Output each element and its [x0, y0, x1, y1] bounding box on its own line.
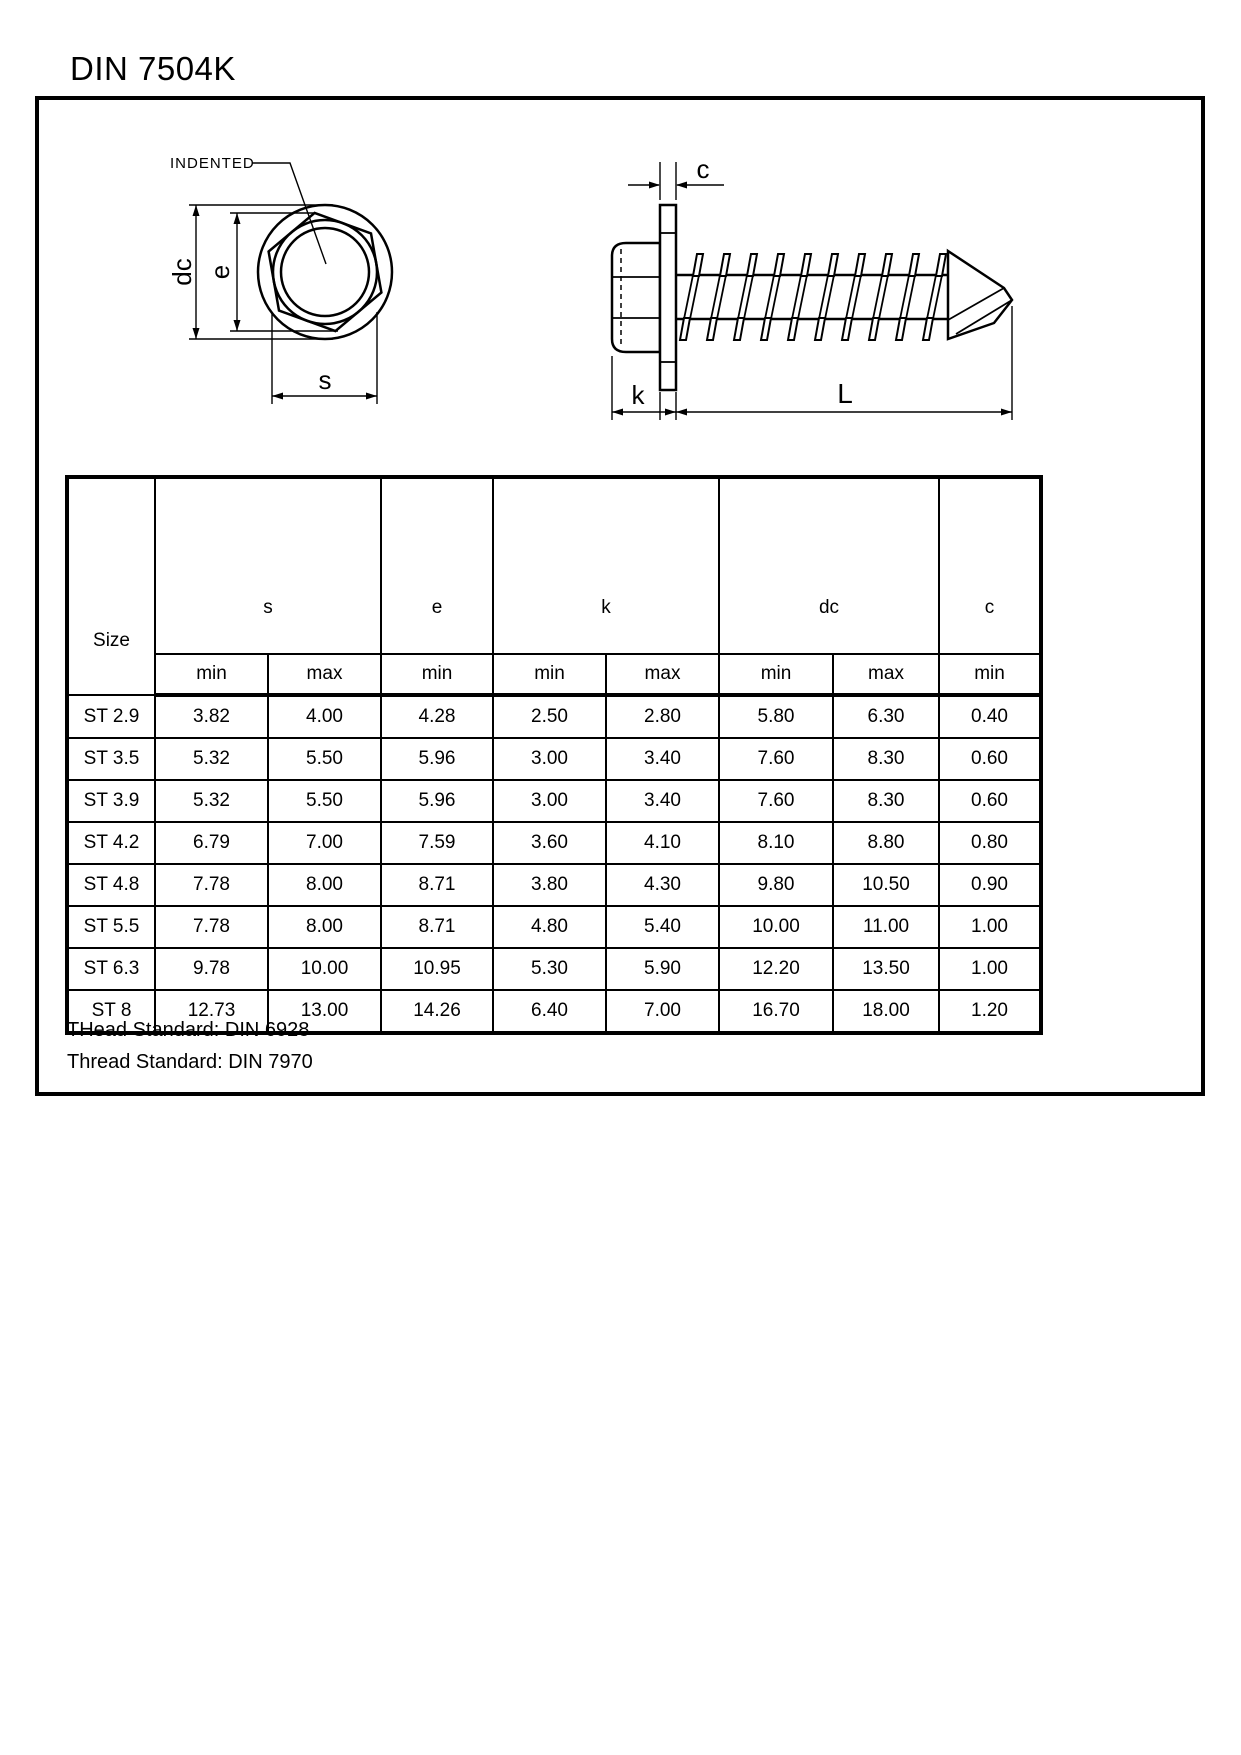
table-group-header-row: [67, 477, 1041, 654]
table-subheader-row: [67, 654, 1041, 695]
value-cell: 8.00: [268, 906, 381, 948]
value-cell: 5.32: [155, 738, 268, 780]
c-dimension: [628, 154, 724, 200]
value-cell: 5.80: [719, 695, 833, 738]
value-cell: 1.00: [939, 906, 1041, 948]
col-header-k: k: [493, 477, 719, 654]
subheader-cell: min: [155, 654, 268, 695]
value-cell: 1.20: [939, 990, 1041, 1033]
size-cell: ST 5.5: [67, 906, 155, 948]
thread-tooth: [869, 254, 892, 340]
e-dimension-label: e: [205, 264, 235, 280]
hex-head-side: [612, 243, 660, 352]
size-cell: ST 6.3: [67, 948, 155, 990]
thread-tooth: [896, 254, 919, 340]
thread-standard-note: Thread Standard: DIN 7970: [67, 1051, 313, 1073]
value-cell: 8.10: [719, 822, 833, 864]
value-cell: 3.00: [493, 780, 606, 822]
value-cell: 7.78: [155, 906, 268, 948]
thread-tooth: [788, 254, 811, 340]
c-dimension-label: c: [696, 154, 710, 184]
subheader-cell: min: [381, 654, 493, 695]
thread-tooth: [761, 254, 784, 340]
value-cell: 8.71: [381, 906, 493, 948]
value-cell: 5.50: [268, 738, 381, 780]
value-cell: 2.80: [606, 695, 719, 738]
value-cell: 8.00: [268, 864, 381, 906]
threaded-shank: [676, 254, 948, 340]
value-cell: 5.96: [381, 738, 493, 780]
value-cell: 16.70: [719, 990, 833, 1033]
value-cell: 8.30: [833, 780, 939, 822]
value-cell: 18.00: [833, 990, 939, 1033]
value-cell: 8.30: [833, 738, 939, 780]
value-cell: 4.10: [606, 822, 719, 864]
value-cell: 7.00: [268, 822, 381, 864]
value-cell: 8.71: [381, 864, 493, 906]
size-cell: ST 3.5: [67, 738, 155, 780]
subheader-cell: max: [833, 654, 939, 695]
flange-circle: [258, 205, 392, 339]
size-cell: ST 4.2: [67, 822, 155, 864]
value-cell: 5.50: [268, 780, 381, 822]
hex-inscribed-circle: [273, 220, 377, 324]
value-cell: 13.50: [833, 948, 939, 990]
thread-tooth: [923, 254, 946, 340]
value-cell: 14.26: [381, 990, 493, 1033]
l-dimension-label: L: [837, 378, 853, 409]
value-cell: 0.80: [939, 822, 1041, 864]
value-cell: 0.40: [939, 695, 1041, 738]
value-cell: 7.59: [381, 822, 493, 864]
value-cell: 9.80: [719, 864, 833, 906]
subheader-cell: max: [268, 654, 381, 695]
size-cell: ST 2.9: [67, 695, 155, 738]
value-cell: 7.60: [719, 738, 833, 780]
subheader-cell: min: [939, 654, 1041, 695]
value-cell: 10.95: [381, 948, 493, 990]
col-header-size: Size: [67, 477, 155, 695]
subheader-cell: max: [606, 654, 719, 695]
k-dimension-label: k: [631, 380, 645, 410]
value-cell: 4.28: [381, 695, 493, 738]
drill-point: [948, 251, 1012, 339]
subheader-cell: min: [719, 654, 833, 695]
s-dimension-label: s: [318, 365, 332, 395]
s-dimension: [272, 312, 377, 404]
value-cell: 3.60: [493, 822, 606, 864]
value-cell: 6.30: [833, 695, 939, 738]
value-cell: 7.00: [606, 990, 719, 1033]
value-cell: 4.30: [606, 864, 719, 906]
value-cell: 3.00: [493, 738, 606, 780]
table-row: [67, 864, 1041, 906]
table-row: [67, 738, 1041, 780]
size-cell: ST 4.8: [67, 864, 155, 906]
value-cell: 13.00: [268, 990, 381, 1033]
side-view-drawing: [612, 154, 1012, 420]
thread-tooth: [707, 254, 730, 340]
value-cell: 1.00: [939, 948, 1041, 990]
thread-tooth: [842, 254, 865, 340]
table-row: [67, 906, 1041, 948]
standards-notes: [67, 1014, 313, 1078]
top-view-drawing: [167, 155, 392, 404]
value-cell: 8.80: [833, 822, 939, 864]
technical-drawing: [35, 95, 1205, 475]
table-row: [67, 695, 1041, 738]
value-cell: 10.00: [719, 906, 833, 948]
col-header-dc: dc: [719, 477, 939, 654]
value-cell: 6.79: [155, 822, 268, 864]
page-title: DIN 7504K: [70, 50, 236, 87]
value-cell: 4.00: [268, 695, 381, 738]
table-row: [67, 822, 1041, 864]
value-cell: 7.60: [719, 780, 833, 822]
thread-tooth: [680, 254, 703, 340]
col-header-s: s: [155, 477, 381, 654]
value-cell: 5.40: [606, 906, 719, 948]
dc-dimension-label: dc: [167, 258, 197, 286]
value-cell: 2.50: [493, 695, 606, 738]
value-cell: 3.40: [606, 738, 719, 780]
value-cell: 0.90: [939, 864, 1041, 906]
value-cell: 0.60: [939, 738, 1041, 780]
indent-circle: [281, 228, 369, 316]
value-cell: 10.00: [268, 948, 381, 990]
value-cell: 6.40: [493, 990, 606, 1033]
indented-label: INDENTED: [170, 155, 255, 172]
size-cell: ST 8: [67, 990, 155, 1033]
subheader-cell: min: [493, 654, 606, 695]
head-standard-note: THead Standard: DIN 6928: [67, 1019, 310, 1041]
value-cell: 0.60: [939, 780, 1041, 822]
value-cell: 5.30: [493, 948, 606, 990]
thread-tooth: [815, 254, 838, 340]
value-cell: 5.90: [606, 948, 719, 990]
value-cell: 12.73: [155, 990, 268, 1033]
table-row: [67, 780, 1041, 822]
size-cell: ST 3.9: [67, 780, 155, 822]
value-cell: 3.80: [493, 864, 606, 906]
dc-dimension: [167, 205, 333, 339]
value-cell: 3.82: [155, 695, 268, 738]
table-row: [67, 948, 1041, 990]
value-cell: 11.00: [833, 906, 939, 948]
hex-outline: [269, 213, 382, 331]
col-header-c: c: [939, 477, 1041, 654]
value-cell: 4.80: [493, 906, 606, 948]
value-cell: 10.50: [833, 864, 939, 906]
value-cell: 7.78: [155, 864, 268, 906]
value-cell: 5.96: [381, 780, 493, 822]
col-header-e: e: [381, 477, 493, 654]
thread-tooth: [734, 254, 757, 340]
value-cell: 5.32: [155, 780, 268, 822]
value-cell: 3.40: [606, 780, 719, 822]
value-cell: 9.78: [155, 948, 268, 990]
dimension-table: [65, 475, 1043, 1035]
value-cell: 12.20: [719, 948, 833, 990]
